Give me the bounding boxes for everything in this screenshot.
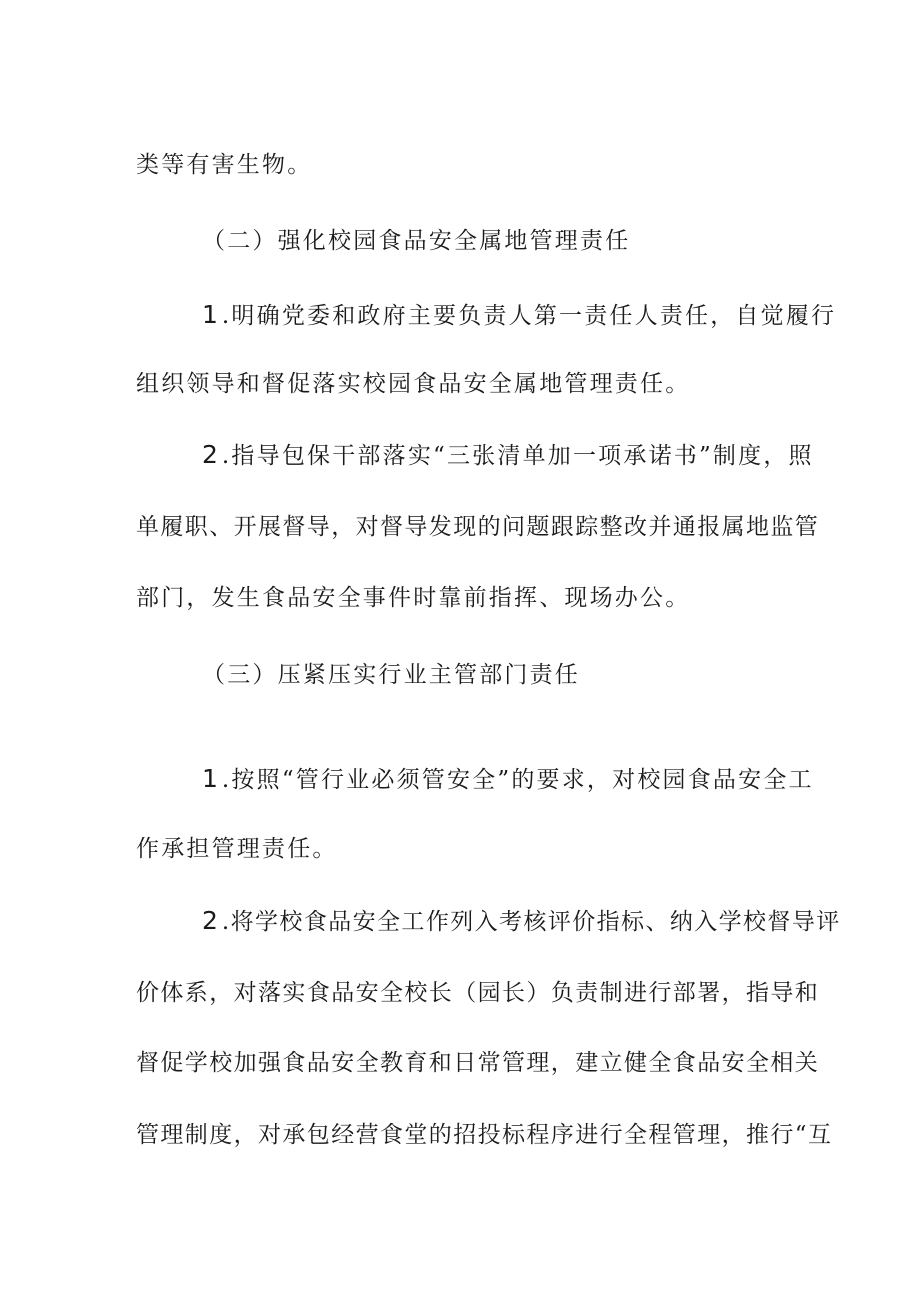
paragraph-line: 单履职、开展督导，对督导发现的问题跟踪整改并通报属地监管: [136, 514, 820, 540]
item-number: 2: [202, 440, 218, 469]
paragraph-line: 价体系，对落实食品安全校长（园长）负责制进行部署，指导和: [136, 980, 820, 1006]
item-number: 2: [202, 906, 218, 935]
paragraph-line: 2 .指导包保干部落实“三张清单加一项承诺书”制度，照: [202, 440, 814, 469]
paragraph-line: 部门，发生食品安全事件时靠前指挥、现场办公。: [136, 585, 691, 611]
paragraph-line: 作承担管理责任。: [136, 836, 338, 862]
item-number: 1: [202, 300, 218, 329]
section-heading-2: （二）强化校园食品安全属地管理责任: [202, 228, 631, 254]
paragraph-line: 督促学校加强食品安全教育和日常管理，建立健全食品安全相关: [136, 1050, 820, 1076]
section-heading-3: （三）压紧压实行业主管部门责任: [202, 662, 580, 688]
paragraph-line: 2 .将学校食品安全工作列入考核评价指标、纳入学校督导评: [202, 906, 841, 935]
paragraph-line: 组织领导和督促落实校园食品安全属地管理责任。: [136, 371, 691, 397]
paragraph-line: 1 .明确党委和政府主要负责人第一责任人责任，自觉履行: [202, 300, 837, 329]
item-number: 1: [202, 764, 218, 793]
paragraph-line: 管理制度，对承包经营食堂的招投标程序进行全程管理，推行“互: [136, 1122, 833, 1148]
paragraph-line: 1 .按照“管行业必须管安全”的要求，对校园食品安全工: [202, 764, 814, 793]
paragraph-line: 类等有害生物。: [136, 152, 313, 178]
